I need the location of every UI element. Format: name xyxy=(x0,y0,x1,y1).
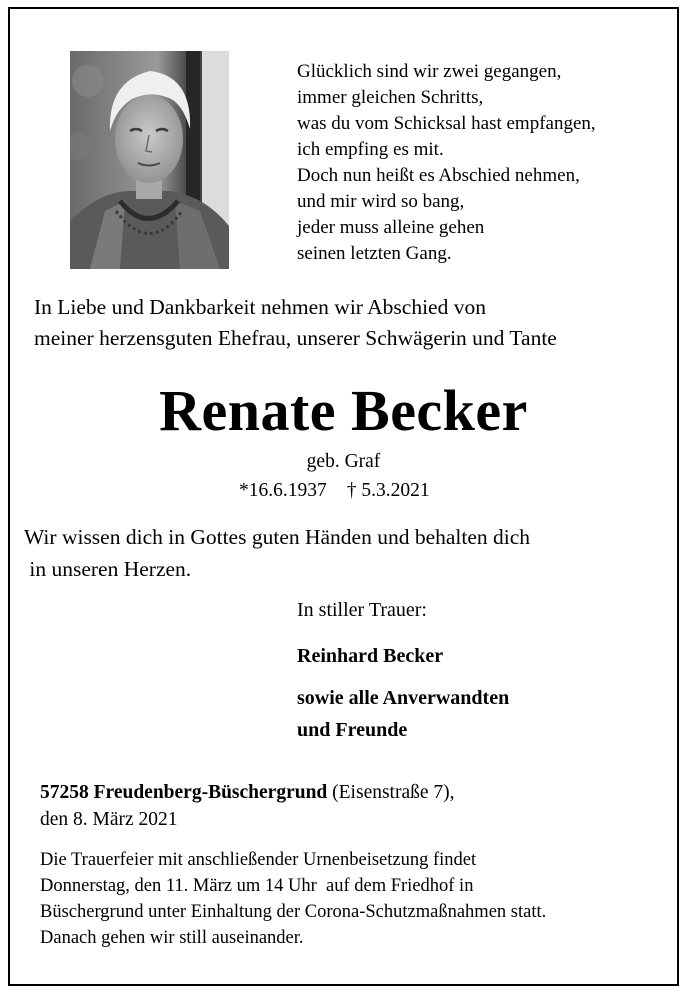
poem-line: Doch nun heißt es Abschied nehmen, xyxy=(297,165,580,186)
other-mourners-line: sowie alle Anverwandten xyxy=(297,687,510,709)
poem-line: seinen letzten Gang. xyxy=(297,243,452,264)
death-date: † 5.3.2021 xyxy=(346,480,430,501)
portrait-photo xyxy=(70,51,229,269)
address-date: den 8. März 2021 xyxy=(40,809,178,830)
address-line xyxy=(40,779,455,806)
birth-date: *16.6.1937 xyxy=(239,480,327,501)
closing-text xyxy=(24,521,530,585)
poem-line: jeder muss alleine gehen xyxy=(297,217,485,238)
closing-line: Wir wissen dich in Gottes guten Händen und behalten dich xyxy=(24,525,531,549)
notice-line: Die Trauerfeier mit anschließender Urnenbeisetzung findet xyxy=(40,850,477,870)
intro-text xyxy=(34,292,557,354)
mourning-heading: In stiller Trauer: xyxy=(297,599,427,621)
notice-line: Danach gehen wir still auseinander. xyxy=(40,928,304,948)
mourner-name: Reinhard Becker xyxy=(297,645,444,667)
other-mourners xyxy=(297,682,509,746)
poem-line: Glücklich sind wir zwei gegangen, xyxy=(297,61,562,82)
maiden-name: geb. Graf xyxy=(306,451,381,472)
poem-line: und mir wird so bang, xyxy=(297,191,465,212)
notice-line: Büschergrund unter Einhaltung der Corona-Schutzmaßnahmen statt. xyxy=(40,902,547,922)
other-mourners-line: und Freunde xyxy=(297,719,408,741)
address-place: 57258 Freudenberg-Büschergrund xyxy=(40,782,328,803)
closing-line: in unseren Herzen. xyxy=(24,557,192,581)
address-street: (Eisenstraße 7), xyxy=(327,782,455,803)
life-dates xyxy=(239,479,430,503)
notice-line: Donnerstag, den 11. März um 14 Uhr auf dem Friedhof in xyxy=(40,876,474,896)
deceased-name: Renate Becker xyxy=(159,378,528,443)
poem-line: immer gleichen Schritts, xyxy=(297,87,484,108)
obituary-frame xyxy=(8,7,679,986)
poem xyxy=(297,59,596,267)
portrait-photo-icon xyxy=(70,51,229,269)
address-block xyxy=(40,779,455,833)
intro-line: meiner herzensguten Ehefrau, unserer Schwägerin und Tante xyxy=(34,326,557,350)
funeral-notice xyxy=(40,847,546,951)
poem-line: was du vom Schicksal hast empfangen, xyxy=(297,113,596,134)
poem-line: ich empfing es mit. xyxy=(297,139,444,160)
intro-line: In Liebe und Dankbarkeit nehmen wir Abschied von xyxy=(34,295,486,319)
